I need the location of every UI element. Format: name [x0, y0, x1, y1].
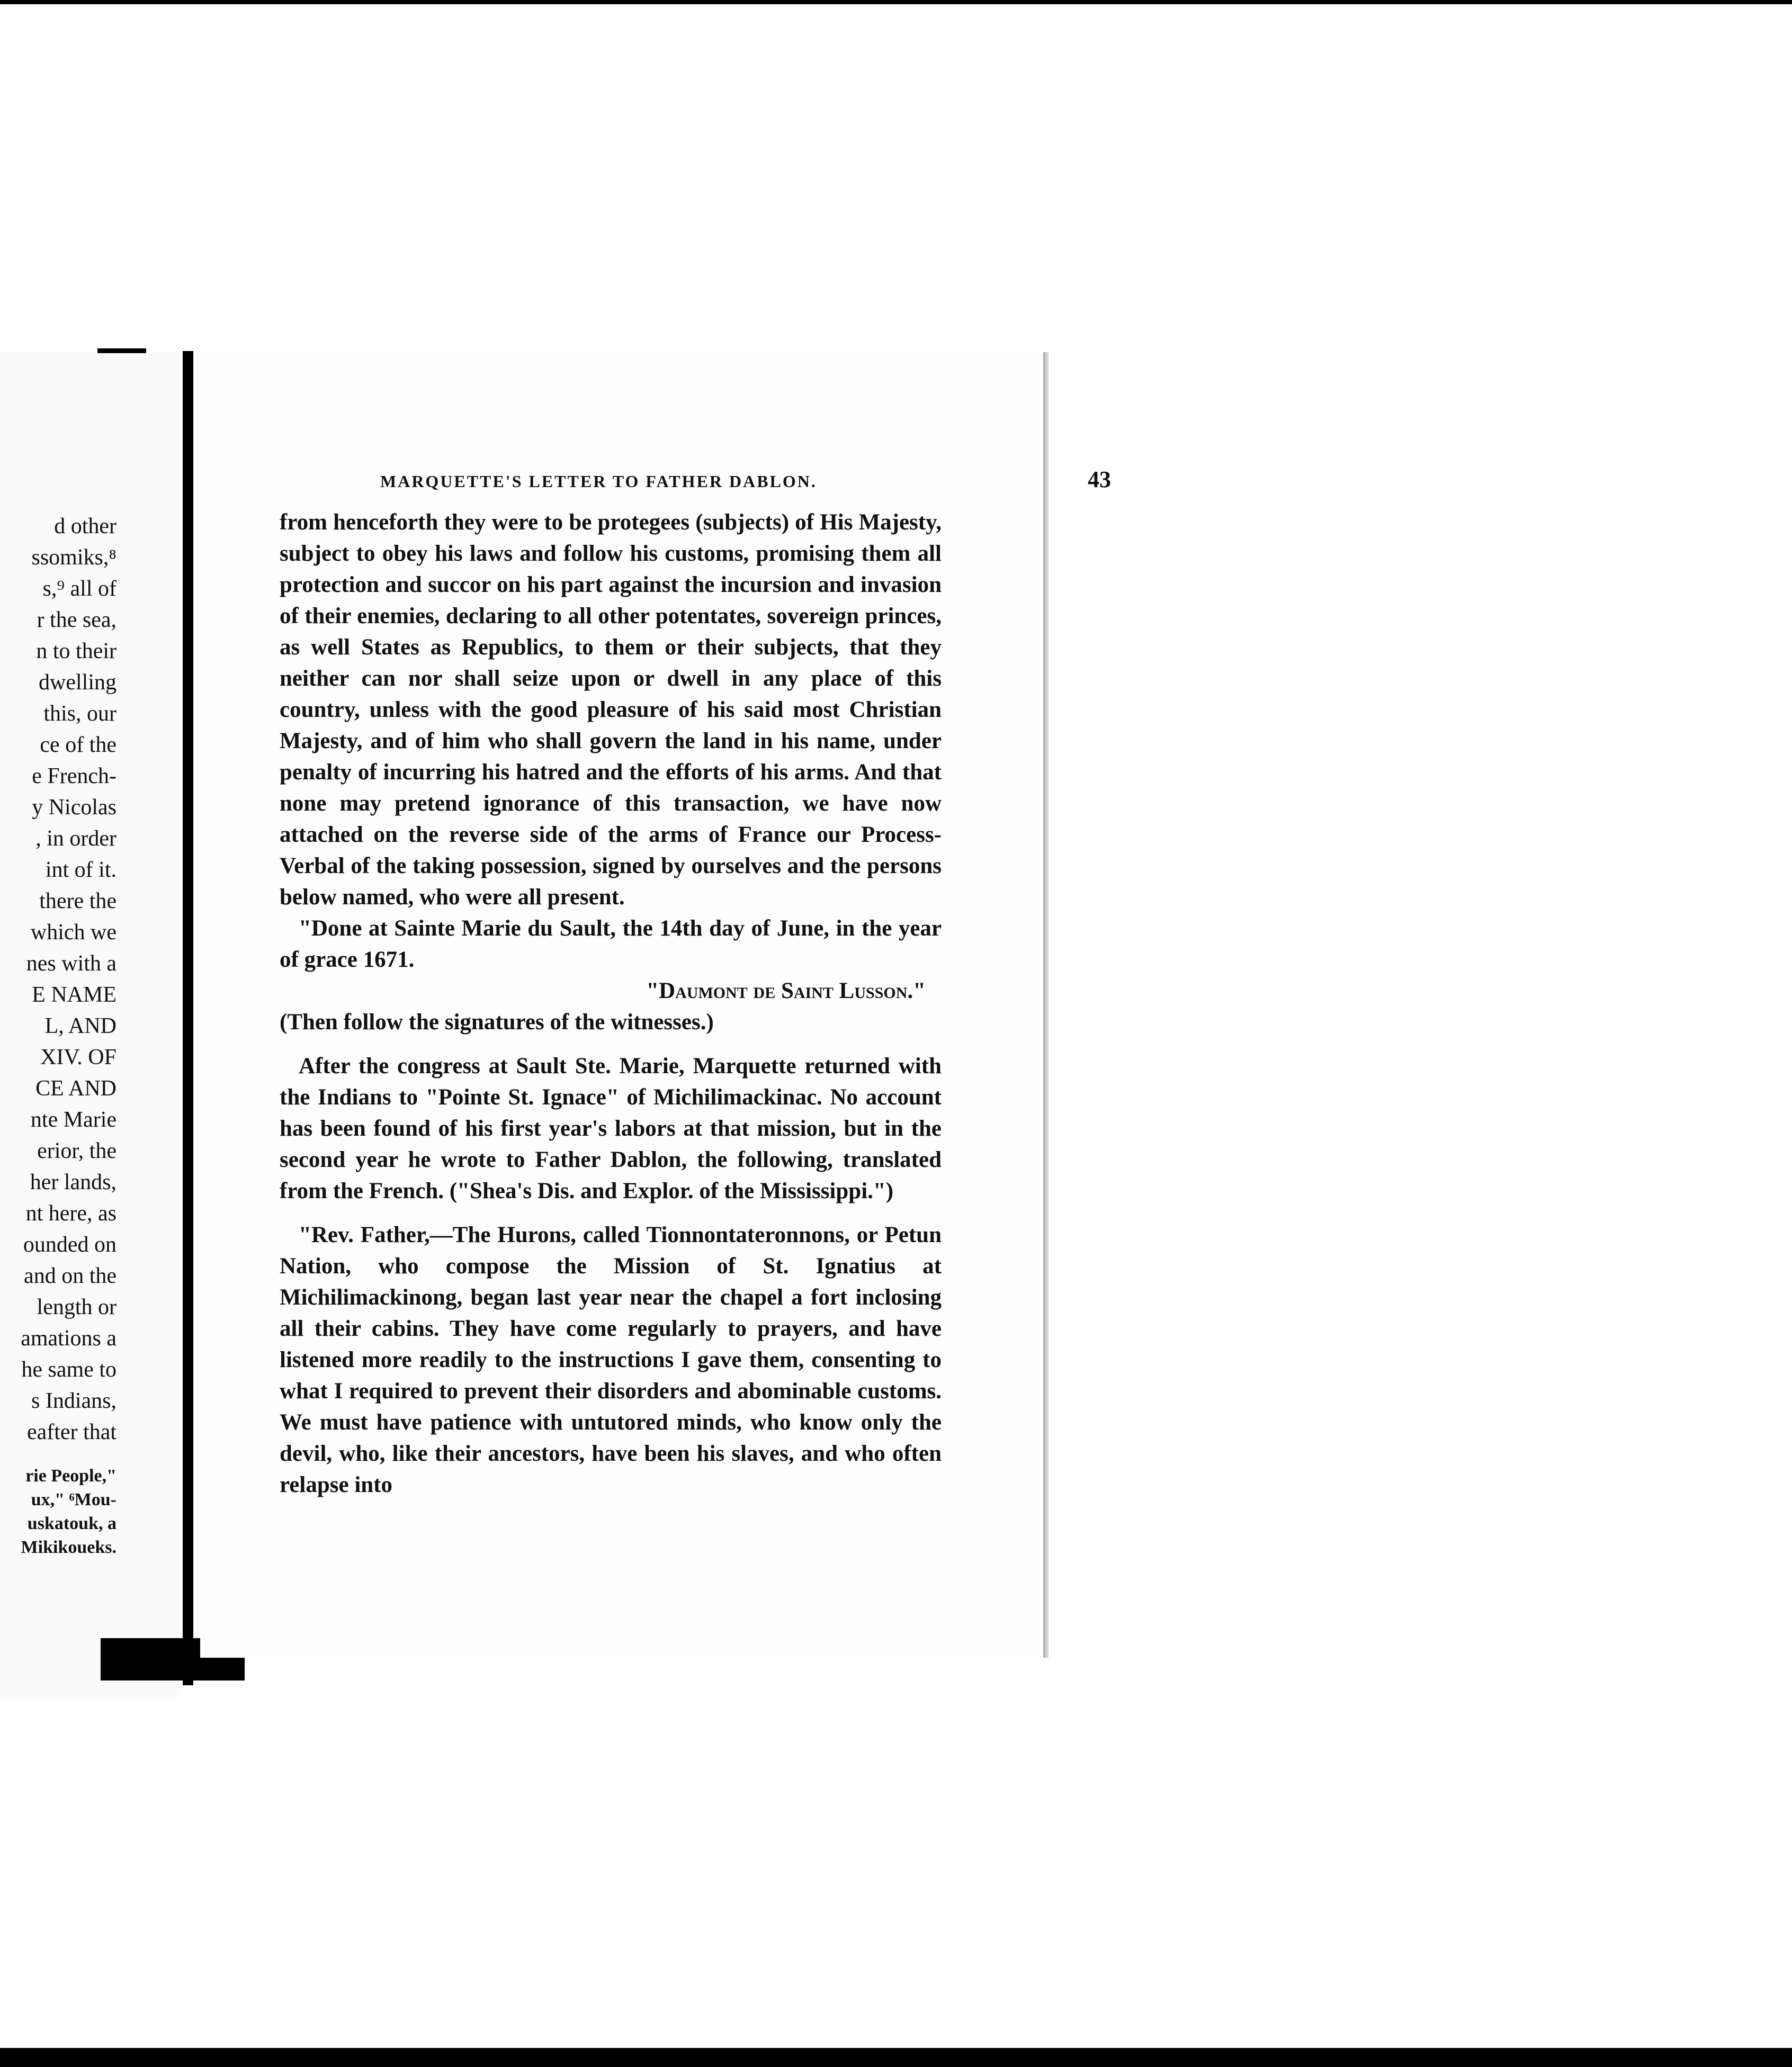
left-text-line: length or [37, 1295, 117, 1319]
left-footnote-line: rie People," [25, 1466, 117, 1486]
left-footnote-line: uskatouk, a [27, 1514, 117, 1533]
left-text-line: s Indians, [31, 1389, 117, 1413]
left-text-line: int of it. [45, 858, 117, 882]
paragraph-continuation: from henceforth they were to be protegees (subjects) of His Majesty, subject to obey his laws and follow his customs, promising them all protection and succor on his part against the incursion and invasion of their enemies, declaring to all other potentates, sovereign princes, as well States as Republics, to them or their subjects, that they neither can nor shall seize upon or dwell in any place of this country, unless with the good pleasure of his said most Christian Majesty, and of him who shall govern the land in his name, under penalty of incurring his hatred and the efforts of his arms. And that none may pretend ignorance of this transaction, we have now attached on the reverse side of the arms of France our Process-Verbal of the taking possession, signed by ourselves and the persons below named, who were all present. [280, 510, 942, 910]
left-text-line: nte Marie [30, 1108, 117, 1132]
paragraph-congress: After the congress at Sault Ste. Marie, Marquette returned with the Indians to "Pointe St. Ignace" of Michilimackinac. No account has been found of his first year's labors at that mission, but in the second year he wrote to Father Dablon, the following, translated from the French. ("Shea's Dis. and Explor. of the Mississippi.") [280, 1054, 942, 1203]
left-text-line: y Nicolas [32, 795, 117, 820]
left-text-line: amations a [21, 1326, 117, 1351]
left-footnote-line: ux," ⁶Mou- [31, 1490, 117, 1509]
witness-note: (Then follow the signatures of the witnesses.) [280, 1010, 714, 1035]
left-text-line: , in order [35, 826, 117, 851]
top-frame-edge [0, 0, 1792, 4]
left-text-line: her lands, [30, 1170, 117, 1194]
left-text-line: L, AND [44, 1014, 117, 1038]
right-page [200, 352, 1111, 1658]
left-text-line: this, our [43, 702, 117, 726]
page-body [280, 507, 942, 1500]
left-text-line: there the [39, 889, 117, 913]
left-text-line: which we [30, 920, 117, 945]
left-text-line: ounded on [23, 1233, 117, 1257]
paragraph-dated: "Done at Sainte Marie du Sault, the 14th day of June, in the year of grace 1671. [280, 916, 942, 972]
left-text-line: ssomiks,⁸ [31, 545, 117, 570]
left-text-line: e French- [32, 764, 117, 788]
signature-line: "Daumont de Saint Lusson." [646, 978, 926, 1003]
page-number: 43 [1088, 466, 1111, 492]
left-text-line: nt here, as [25, 1201, 117, 1226]
left-text-line: eafter that [26, 1420, 117, 1444]
running-header [380, 466, 1111, 493]
left-text-line: and on the [24, 1264, 117, 1288]
left-footnote-line: Mikikoueks. [21, 1538, 117, 1557]
left-text-line: dwelling [39, 670, 117, 695]
left-text-line: ce of the [40, 733, 117, 757]
bottom-frame-edge [0, 2048, 1792, 2067]
running-header-title: MARQUETTE'S LETTER TO FATHER DABLON. [380, 472, 817, 491]
paragraph-letter: "Rev. Father,—The Hurons, called Tionnontateronnons, or Petun Nation, who compose the Mission of St. Ignatius at Michilimackinong, began last year near the chapel a fort inclosing all their cabins. They have come regularly to prayers, and have listened more readily to the instructions I gave them, consenting to what I required to prevent their disorders and abominable customs. We must have patience with untutored minds, who know only the devil, who, like their ancestors, have been his slaves, and who often relapse into [280, 1223, 942, 1497]
left-page-fragment [0, 352, 180, 1697]
binding-gutter [183, 351, 193, 1685]
left-text-line: E NAME [32, 983, 117, 1007]
left-text-line: erior, the [37, 1139, 117, 1163]
left-text-line: n to their [36, 639, 117, 663]
left-text-line: d other [54, 514, 117, 538]
left-text-line: nes with a [26, 951, 117, 976]
left-text-line: CE AND [35, 1076, 117, 1101]
top-gutter-mark [97, 348, 146, 353]
left-text-line: s,⁹ all of [42, 577, 117, 601]
left-text-line: r the sea, [37, 608, 117, 632]
left-text-line: XIV. OF [40, 1045, 117, 1070]
left-text-line: he same to [21, 1358, 117, 1382]
